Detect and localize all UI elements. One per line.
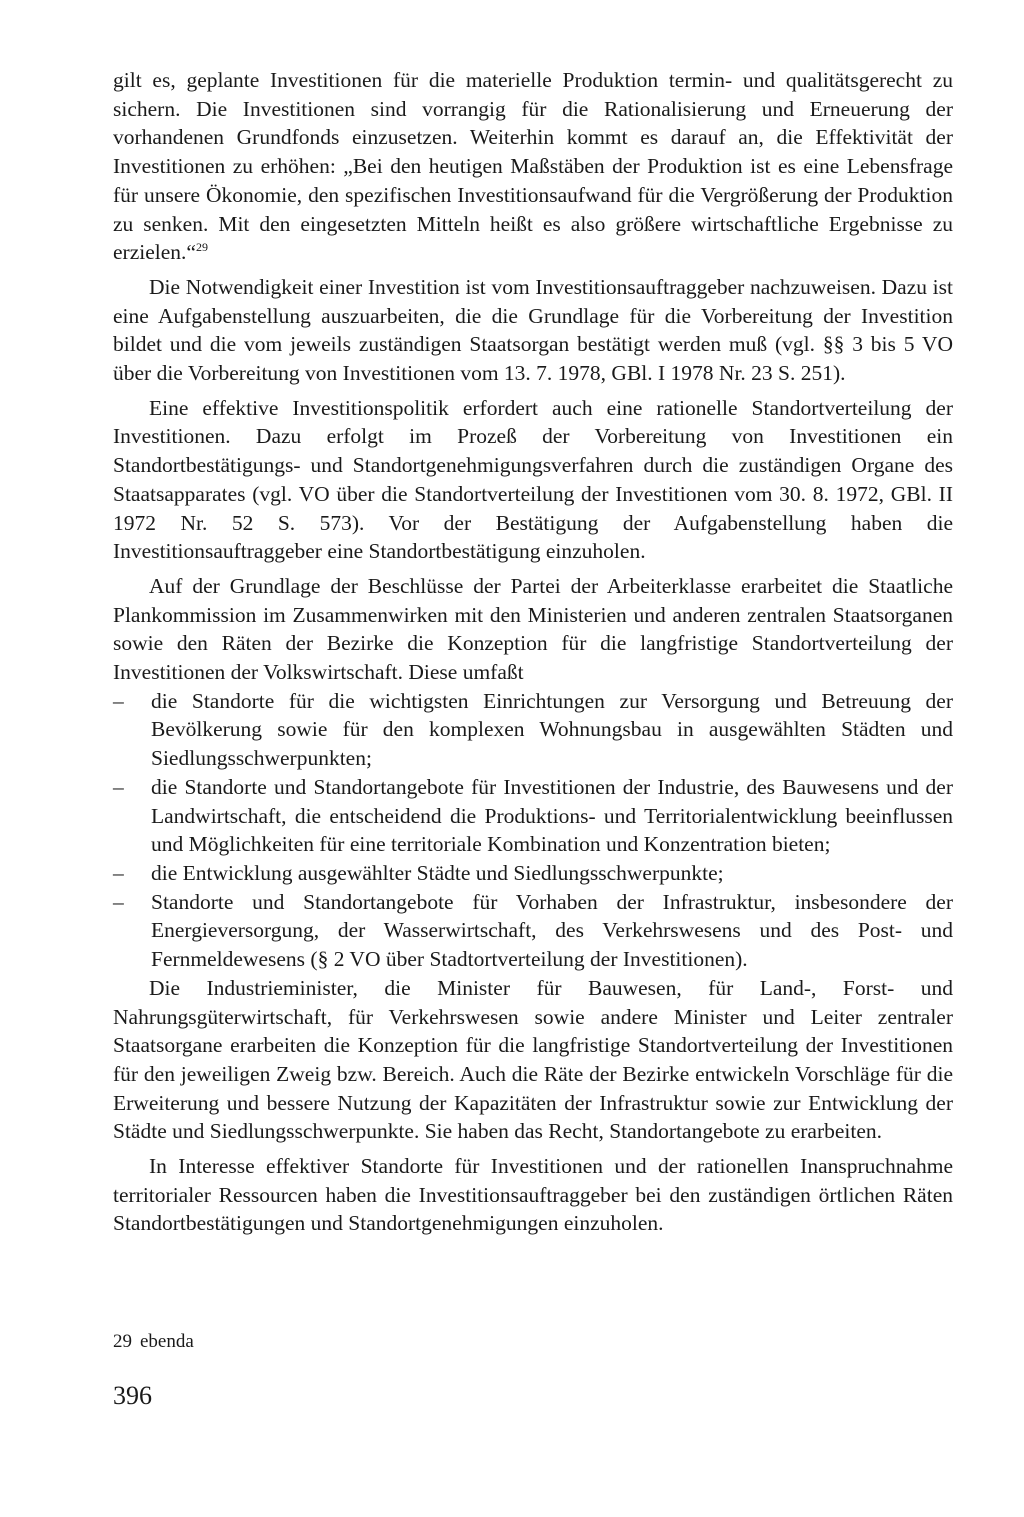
footnote-text: ebenda xyxy=(140,1331,194,1352)
bullet-item-1 xyxy=(113,687,953,773)
footnote-number: 29 xyxy=(113,1331,132,1352)
dash-marker: – xyxy=(113,688,124,713)
bullet-item-4 xyxy=(113,888,953,974)
footnote-reference[interactable]: 29 xyxy=(195,240,208,255)
footnote xyxy=(113,1330,194,1354)
paragraph-4: Auf der Grundlage der Beschlüsse der Partei der Arbeiterklasse erarbeitet die Staatliche Plankommission im Zusammenwirken mit den Ministerien und anderen zentralen Staatsorganen sowie den Räten der Bezirke die Konzeption für die langfristige Standortverteilung der Investitionen der Volkswirtschaft. Diese umfaßt xyxy=(113,573,953,685)
paragraph-5: Die Industrieminister, die Minister für Bauwesen, für Land-, Forst- und Nahrungsgüterwirtschaft, für Verkehrswesen sowie andere Minister und Leiter zentraler Staatsorgane erarbeiten die Konzeption für die langfristige Standortverteilung der Investitionen für den jeweiligen Zweig bzw. Bereich. Auch die Räte der Bezirke entwickeln Vorschläge für die Erweiterung und bessere Nutzung der Kapazitäten der Infrastruktur sowie zur Entwicklung der Städte und Siedlungsschwerpunkte. Sie haben das Recht, Standortangebote zu erarbeiten. xyxy=(113,975,953,1144)
bullet-text: Standorte und Standortangebote für Vorhaben der Infrastruktur, insbesondere der Energieversorgung, der Wasserwirtschaft, des Verkehrswesens und des Post- und Fernmeldewesens (§ 2 VO über Stadtortverteilung der Investitionen). xyxy=(151,889,953,972)
bullet-item-3 xyxy=(113,859,953,888)
paragraph-2: Die Notwendigkeit einer Investition ist vom Investitionsauftraggeber nachzuweisen. Dazu ist eine Aufgabenstellung auszuarbeiten, die die Grundlage für die Vorbereitung der Investition bildet und die vom jeweils zuständigen Staatsorgan bestätigt werden muß (vgl. §§ 3 bis 5 VO über die Vorbereitung von Investitionen vom 13. 7. 1978, GBl. I 1978 Nr. 23 S. 251). xyxy=(113,274,953,386)
paragraph-1 xyxy=(113,66,953,267)
dash-marker: – xyxy=(113,889,124,914)
bullet-item-2 xyxy=(113,773,953,859)
paragraph-6: In Interesse effektiver Standorte für Investitionen und der rationellen Inanspruchnahme territorialer Ressourcen haben die Investitionsauftraggeber bei den zuständigen örtlichen Räten Standortbestätigungen und Standortgenehmigungen einzuholen. xyxy=(113,1154,953,1236)
bullet-text: die Entwicklung ausgewählter Städte und Siedlungsschwerpunkte; xyxy=(151,860,724,885)
paragraph-1-text: gilt es, geplante Investitionen für die materielle Produktion termin- und qualitätsgerecht zu sichern. Die Investitionen sind vorrangig für die Rationalisierung und Erneuerung der vorhandenen Grundfonds einzusetzen. Weiterhin kommt es darauf an, die Effektivität der Investitionen zu erhöhen: „Bei den heutigen Maßstäben der Produktion ist es eine Lebensfrage für unsere Ökonomie, den spezifischen Investitionsaufwand für die Vergrößerung der Produktion zu senken. Mit den eingesetzten Mitteln heißt es also größere wirtschaftliche Ergebnisse zu erzielen.“ xyxy=(113,68,953,265)
document-body xyxy=(113,66,953,1238)
page-number: 396 xyxy=(113,1381,152,1410)
bullet-list xyxy=(113,687,953,974)
bullet-text: die Standorte für die wichtigsten Einrichtungen zur Versorgung und Betreuung der Bevölkerung sowie für den komplexen Wohnungsbau in ausgewählten Städten und Siedlungsschwerpunkten; xyxy=(151,688,953,771)
paragraph-3: Eine effektive Investitionspolitik erfordert auch eine rationelle Standortverteilung der Investitionen. Dazu erfolgt im Prozeß der Vorbereitung von Investitionen ein Standortbestätigungs- und Standortgenehmigungsverfahren durch die zuständigen Organe des Staatsapparates (vgl. VO über die Standortverteilung der Investitionen vom 30. 8. 1972, GBl. II 1972 Nr. 52 S. 573). Vor der Bestätigung der Aufgabenstellung haben die Investitionsauftraggeber eine Standortbestätigung einzuholen. xyxy=(113,395,953,564)
dash-marker: – xyxy=(113,774,124,799)
dash-marker: – xyxy=(113,860,124,885)
bullet-text: die Standorte und Standortangebote für Investitionen der Industrie, des Bauwesens und der Landwirtschaft, die entscheidend die Produktions- und Territorialentwicklung beeinflussen und Möglichkeiten für eine territoriale Kombination und Konzentration bieten; xyxy=(151,774,953,857)
